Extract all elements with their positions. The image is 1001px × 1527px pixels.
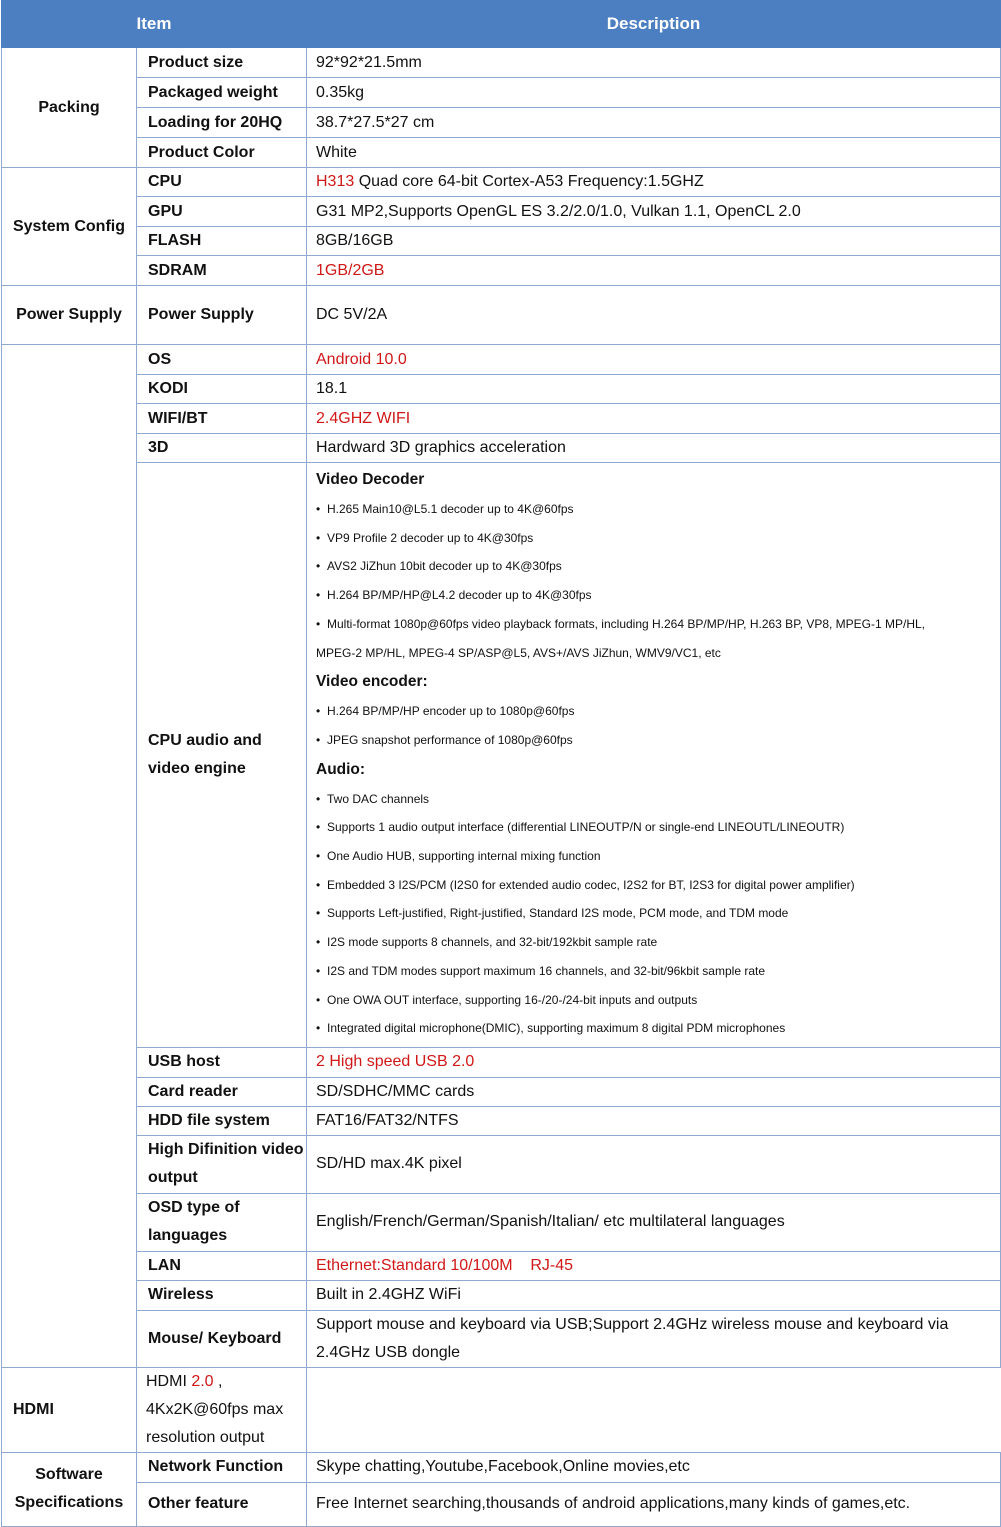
list-item-continuation: MPEG-2 MP/HL, MPEG-4 SP/ASP@L5, AVS+/AVS JiZhun, WMV9/VC1, etc bbox=[316, 645, 721, 660]
list-item: • H.264 BP/MP/HP encoder up to 1080p@60fps bbox=[316, 697, 994, 726]
bullet-icon: • bbox=[316, 877, 321, 892]
bullet-icon: • bbox=[316, 616, 321, 631]
list-item: • I2S mode supports 8 channels, and 32-bit/192kbit sample rate bbox=[316, 928, 994, 957]
bullet-icon: • bbox=[316, 849, 321, 864]
row-label: Wireless bbox=[137, 1280, 307, 1310]
group-system-config: System Config bbox=[2, 168, 137, 286]
table-row bbox=[2, 1251, 1001, 1280]
table-row bbox=[2, 78, 1001, 108]
row-value: Skype chatting,Youtube,Facebook,Online movies,etc bbox=[307, 1452, 1001, 1482]
row-label: OSD type of languages bbox=[137, 1193, 307, 1251]
row-value: 2.4GHZ WIFI bbox=[307, 404, 1001, 434]
table-row bbox=[2, 1077, 1001, 1106]
row-label: KODI bbox=[137, 375, 307, 404]
row-label: FLASH bbox=[137, 227, 307, 256]
header-description: Description bbox=[307, 1, 1001, 48]
table-row bbox=[2, 1193, 1001, 1251]
row-label: USB host bbox=[137, 1047, 307, 1077]
group-power-supply: Power Supply bbox=[2, 286, 137, 345]
bullet-icon: • bbox=[316, 791, 321, 806]
bullet-icon: • bbox=[316, 963, 321, 978]
row-label: CPU bbox=[137, 168, 307, 197]
table-row bbox=[2, 463, 1001, 1048]
bullet-icon: • bbox=[316, 530, 321, 545]
table-row bbox=[2, 108, 1001, 138]
bullet-icon: • bbox=[316, 992, 321, 1007]
bullet-icon: • bbox=[316, 820, 321, 835]
bullet-icon: • bbox=[316, 935, 321, 950]
list-item: • Supports 1 audio output interface (differential LINEOUTP/N or single-end LINEOUTL/LINEOUTR) bbox=[316, 813, 994, 842]
list-item: • H.265 Main10@L5.1 decoder up to 4K@60fps bbox=[316, 495, 994, 524]
row-value: White bbox=[307, 138, 1001, 168]
table-row bbox=[2, 1280, 1001, 1310]
row-label: 3D bbox=[137, 434, 307, 463]
group-unlabeled bbox=[2, 345, 137, 1368]
bullet-icon: • bbox=[316, 704, 321, 719]
table-row bbox=[2, 1367, 1001, 1452]
audio-heading: Audio: bbox=[316, 760, 366, 778]
row-label: Network Function bbox=[137, 1452, 307, 1482]
table-row bbox=[2, 1482, 1001, 1526]
table-row bbox=[2, 168, 1001, 197]
list-item: • JPEG snapshot performance of 1080p@60fps bbox=[316, 726, 994, 755]
list-item: • One Audio HUB, supporting internal mixing function bbox=[316, 842, 994, 871]
row-value: 92*92*21.5mm bbox=[307, 48, 1001, 78]
hdmi-version-highlight: 2.0 bbox=[191, 1372, 214, 1390]
list-item: • One OWA OUT interface, supporting 16-/20-/24-bit inputs and outputs bbox=[316, 986, 994, 1015]
bullet-icon: • bbox=[316, 588, 321, 603]
row-value: 1GB/2GB bbox=[307, 256, 1001, 286]
table-row bbox=[2, 138, 1001, 168]
table-row bbox=[2, 1310, 1001, 1367]
table-row bbox=[2, 227, 1001, 256]
table-row bbox=[2, 256, 1001, 286]
header-item: Item bbox=[2, 1, 307, 48]
row-value: 18.1 bbox=[307, 375, 1001, 404]
table-row bbox=[2, 434, 1001, 463]
row-value: Support mouse and keyboard via USB;Support 2.4GHz wireless mouse and keyboard via 2.4GHz USB dongle bbox=[307, 1310, 1001, 1367]
row-label: Card reader bbox=[137, 1077, 307, 1106]
list-item: • Supports Left-justified, Right-justified, Standard I2S mode, PCM mode, and TDM mode bbox=[316, 899, 994, 928]
group-packing: Packing bbox=[2, 48, 137, 168]
row-label: Packaged weight bbox=[137, 78, 307, 108]
table-row bbox=[2, 48, 1001, 78]
row-value: Built in 2.4GHZ WiFi bbox=[307, 1280, 1001, 1310]
bullet-icon: • bbox=[316, 502, 321, 516]
table-row bbox=[2, 197, 1001, 227]
table-row bbox=[2, 1452, 1001, 1482]
row-value: 38.7*27.5*27 cm bbox=[307, 108, 1001, 138]
row-value: Ethernet:Standard 10/100M RJ-45 bbox=[307, 1251, 1001, 1280]
row-value: English/French/German/Spanish/Italian/ etc multilateral languages bbox=[307, 1193, 1001, 1251]
table-header-row bbox=[2, 1, 1001, 48]
row-label: Product size bbox=[137, 48, 307, 78]
row-value bbox=[307, 168, 1001, 197]
row-label: High Difinition video output bbox=[137, 1135, 307, 1193]
list-item: • Multi-format 1080p@60fps video playback formats, including H.264 BP/MP/HP, H.263 BP, VP8, MPEG-1 MP/HL, bbox=[316, 610, 994, 639]
bullet-icon: • bbox=[316, 1021, 321, 1036]
group-software-specifications: Software Specifications bbox=[2, 1452, 137, 1526]
table-row bbox=[2, 286, 1001, 345]
cpu-description: Quad core 64-bit Cortex-A53 Frequency:1.5GHZ bbox=[354, 173, 704, 190]
list-item: • Two DAC channels bbox=[316, 785, 994, 814]
table-row bbox=[2, 404, 1001, 434]
cpu-model-highlight: H313 bbox=[316, 173, 355, 190]
row-label: LAN bbox=[137, 1251, 307, 1280]
spec-table bbox=[1, 0, 1001, 1527]
bullet-icon: • bbox=[316, 732, 321, 747]
row-value: G31 MP2,Supports OpenGL ES 3.2/2.0/1.0, Vulkan 1.1, OpenCL 2.0 bbox=[307, 197, 1001, 227]
row-label: Other feature bbox=[137, 1482, 307, 1526]
table-row bbox=[2, 375, 1001, 404]
row-value: Free Internet searching,thousands of android applications,many kinds of games,etc. bbox=[307, 1482, 1001, 1526]
hdmi-resolution: , 4Kx2K@60fps max resolution output bbox=[146, 1372, 284, 1446]
list-item: • VP9 Profile 2 decoder up to 4K@30fps bbox=[316, 524, 994, 553]
row-label: Loading for 20HQ bbox=[137, 108, 307, 138]
row-label: HDMI bbox=[2, 1367, 137, 1452]
row-label: GPU bbox=[137, 197, 307, 227]
row-value: FAT16/FAT32/NTFS bbox=[307, 1106, 1001, 1135]
row-value: 0.35kg bbox=[307, 78, 1001, 108]
table-row bbox=[2, 1106, 1001, 1135]
row-label: Product Color bbox=[137, 138, 307, 168]
hdmi-prefix: HDMI bbox=[146, 1372, 192, 1390]
row-label: OS bbox=[137, 345, 307, 375]
row-value: Hardward 3D graphics acceleration bbox=[307, 434, 1001, 463]
engine-description bbox=[307, 463, 1001, 1048]
list-item: • AVS2 JiZhun 10bit decoder up to 4K@30fps bbox=[316, 552, 994, 581]
bullet-icon: • bbox=[316, 906, 321, 921]
row-label: Mouse/ Keyboard bbox=[137, 1310, 307, 1367]
list-item: • H.264 BP/MP/HP@L4.2 decoder up to 4K@30fps bbox=[316, 581, 994, 610]
row-value: DC 5V/2A bbox=[307, 286, 1001, 345]
row-value: 2 High speed USB 2.0 bbox=[307, 1047, 1001, 1077]
row-value: SD/HD max.4K pixel bbox=[307, 1135, 1001, 1193]
list-item: • Integrated digital microphone(DMIC), supporting maximum 8 digital PDM microphones bbox=[316, 1014, 994, 1043]
table-row bbox=[2, 345, 1001, 375]
table-row bbox=[2, 1047, 1001, 1077]
list-item: • I2S and TDM modes support maximum 16 channels, and 32-bit/96kbit sample rate bbox=[316, 957, 994, 986]
row-label: WIFI/BT bbox=[137, 404, 307, 434]
row-value: Android 10.0 bbox=[307, 345, 1001, 375]
row-value bbox=[137, 1367, 307, 1452]
video-decoder-heading: Video Decoder bbox=[316, 471, 425, 488]
row-value: SD/SDHC/MMC cards bbox=[307, 1077, 1001, 1106]
bullet-icon: • bbox=[316, 559, 321, 574]
video-encoder-heading: Video encoder: bbox=[316, 673, 428, 691]
row-label: HDD file system bbox=[137, 1106, 307, 1135]
row-label: CPU audio and video engine bbox=[137, 463, 307, 1048]
list-item: • Embedded 3 I2S/PCM (I2S0 for extended audio codec, I2S2 for BT, I2S3 for digital power amplifier) bbox=[316, 871, 994, 900]
row-label: Power Supply bbox=[137, 286, 307, 345]
table-row bbox=[2, 1135, 1001, 1193]
row-value: 8GB/16GB bbox=[307, 227, 1001, 256]
engine-description-block bbox=[307, 463, 1000, 1047]
row-label: SDRAM bbox=[137, 256, 307, 286]
